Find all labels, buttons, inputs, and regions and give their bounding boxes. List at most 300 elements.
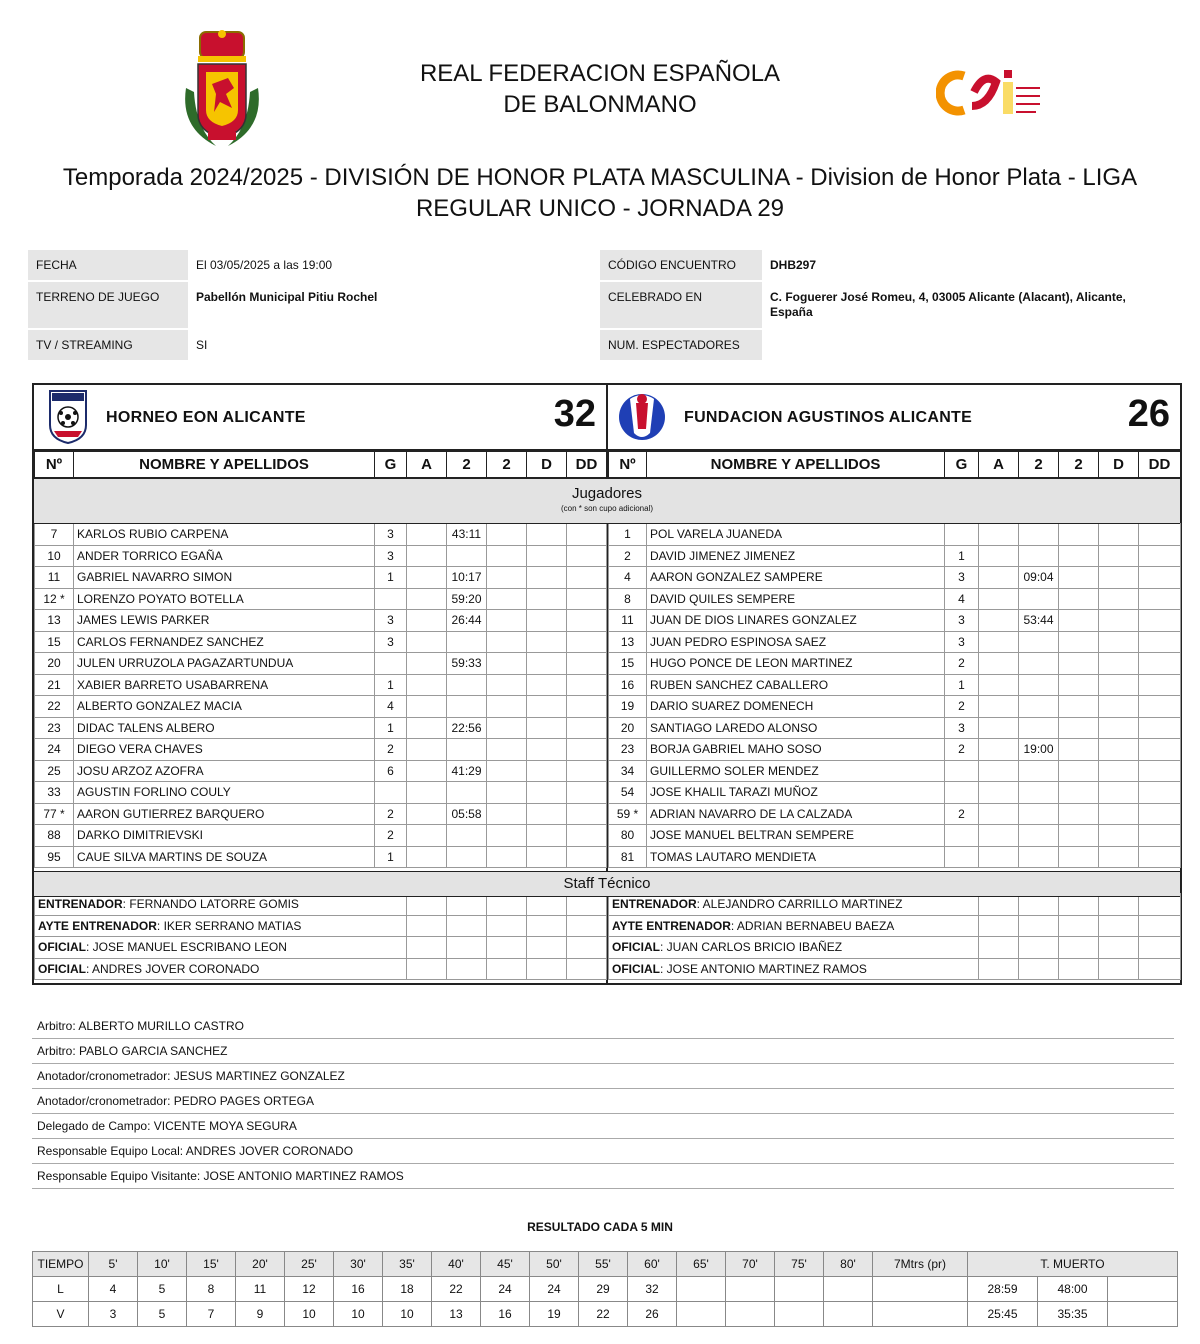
home-staff-row <box>35 958 607 980</box>
home-player-cell <box>447 696 487 718</box>
terreno-value: Pabellón Municipal Pitiu Rochel <box>196 290 378 304</box>
home-player-row <box>35 545 607 567</box>
home-player-cell: 3 <box>375 631 407 653</box>
home-player-cell <box>527 825 567 847</box>
away-player-cell: RUBEN SANCHEZ CABALLERO <box>647 674 945 696</box>
results-header-cell: 80' <box>824 1252 873 1277</box>
home-player-cell: 3 <box>375 545 407 567</box>
results-cell <box>824 1277 873 1302</box>
home-player-cell <box>487 825 527 847</box>
home-player-row <box>35 653 607 675</box>
home-player-row <box>35 588 607 610</box>
away-player-cell <box>1019 653 1059 675</box>
home-player-cell <box>447 825 487 847</box>
away-player-cell <box>1099 524 1139 546</box>
home-player-cell: XABIER BARRETO USABARRENA <box>74 674 375 696</box>
away-player-cell: DARIO SUAREZ DOMENECH <box>647 696 945 718</box>
away-player-cell: POL VARELA JUANEDA <box>647 524 945 546</box>
away-player-cell: 19 <box>609 696 647 718</box>
home-players-table <box>34 451 607 980</box>
away-player-cell: 81 <box>609 846 647 868</box>
home-player-row <box>35 760 607 782</box>
officials-list <box>32 1014 1174 1189</box>
away-player-cell <box>1059 803 1099 825</box>
official-line: Anotador/cronometrador: JESUS MARTINEZ GONZALEZ <box>32 1064 1174 1089</box>
home-player-cell: 25 <box>35 760 74 782</box>
home-player-row <box>35 696 607 718</box>
results-cell: 9 <box>236 1302 285 1327</box>
home-staff-name: : IKER SERRANO MATIAS <box>156 918 302 933</box>
results-cell <box>726 1302 775 1327</box>
away-player-cell <box>945 524 979 546</box>
home-player-cell: 12 * <box>35 588 74 610</box>
results-header-cell: 15' <box>187 1252 236 1277</box>
home-player-cell <box>527 545 567 567</box>
away-player-cell: 16 <box>609 674 647 696</box>
results-header-cell: 70' <box>726 1252 775 1277</box>
away-team-score: 26 <box>1127 393 1170 435</box>
away-player-cell <box>979 610 1019 632</box>
home-player-cell <box>407 545 447 567</box>
home-player-cell <box>527 846 567 868</box>
home-column-header: G <box>375 452 407 478</box>
home-staff-empty-cell <box>527 937 567 959</box>
home-player-cell <box>407 524 447 546</box>
away-player-cell: BORJA GABRIEL MAHO SOSO <box>647 739 945 761</box>
home-staff-cell <box>35 937 407 959</box>
players-band <box>34 478 1180 524</box>
csd-logo-icon <box>936 66 1046 120</box>
away-player-cell <box>979 760 1019 782</box>
document-header <box>0 0 1200 240</box>
results-cell: 10 <box>334 1302 383 1327</box>
home-player-row <box>35 803 607 825</box>
home-player-cell <box>487 567 527 589</box>
away-column-header: 2 <box>1059 452 1099 478</box>
home-staff-empty-cell <box>567 958 607 980</box>
players-band-note: (con * son cupo adicional) <box>560 504 654 513</box>
results-header-cell: 55' <box>579 1252 628 1277</box>
away-player-cell: 23 <box>609 739 647 761</box>
home-player-cell <box>407 588 447 610</box>
home-player-cell <box>407 825 447 847</box>
home-player-cell <box>567 717 607 739</box>
home-player-cell: 05:58 <box>447 803 487 825</box>
results-cell: 35:35 <box>1038 1302 1108 1327</box>
home-staff-cell <box>35 915 407 937</box>
home-player-cell: CAUE SILVA MARTINS DE SOUZA <box>74 846 375 868</box>
away-player-cell <box>1139 760 1181 782</box>
home-staff-empty-cell <box>447 937 487 959</box>
home-player-cell: 22:56 <box>447 717 487 739</box>
away-staff-cell <box>609 958 979 980</box>
home-player-cell: 33 <box>35 782 74 804</box>
home-staff-empty-cell <box>487 915 527 937</box>
away-staff-name: : ALEJANDRO CARRILLO MARTINEZ <box>696 897 903 912</box>
codigo-value: DHB297 <box>770 258 817 272</box>
home-player-cell <box>375 782 407 804</box>
away-player-cell <box>1099 653 1139 675</box>
home-staff-empty-cell <box>487 937 527 959</box>
season-title <box>40 162 1160 224</box>
away-player-cell: 15 <box>609 653 647 675</box>
home-staff-empty-cell <box>407 958 447 980</box>
home-player-row <box>35 782 607 804</box>
away-player-cell <box>1139 588 1181 610</box>
away-player-cell <box>1099 674 1139 696</box>
home-staff-name: : ANDRES JOVER CORONADO <box>86 961 260 976</box>
celebrado-label: CELEBRADO EN <box>600 282 762 328</box>
home-player-cell: JOSU ARZOZ AZOFRA <box>74 760 375 782</box>
home-player-cell <box>447 631 487 653</box>
home-player-cell <box>407 696 447 718</box>
away-player-cell: 2 <box>945 653 979 675</box>
away-player-cell <box>1059 760 1099 782</box>
away-staff-name: : JOSE ANTONIO MARTINEZ RAMOS <box>660 961 867 976</box>
results-cell: 5 <box>138 1277 187 1302</box>
home-player-cell <box>407 631 447 653</box>
home-player-cell <box>487 610 527 632</box>
season-title-line2: REGULAR UNICO - JORNADA 29 <box>415 195 785 222</box>
home-player-cell <box>527 696 567 718</box>
match-info-left <box>28 250 568 362</box>
away-player-cell: DAVID JIMENEZ JIMENEZ <box>647 545 945 567</box>
away-player-cell <box>1019 760 1059 782</box>
home-player-cell: 26:44 <box>447 610 487 632</box>
home-staff-empty-cell <box>487 958 527 980</box>
home-player-cell <box>567 846 607 868</box>
espectadores-label: NUM. ESPECTADORES <box>600 330 762 360</box>
home-staff-empty-cell <box>527 958 567 980</box>
results-header-cell: 10' <box>138 1252 187 1277</box>
home-player-cell <box>567 588 607 610</box>
away-player-cell <box>979 524 1019 546</box>
away-staff-cell <box>609 915 979 937</box>
away-player-cell <box>1099 803 1139 825</box>
away-player-cell <box>979 631 1019 653</box>
fecha-value: El 03/05/2025 a las 19:00 <box>196 258 333 272</box>
home-player-row <box>35 567 607 589</box>
home-player-cell <box>567 760 607 782</box>
results-header-cell: 30' <box>334 1252 383 1277</box>
away-player-cell <box>1099 545 1139 567</box>
away-player-row <box>609 717 1181 739</box>
home-player-cell: 1 <box>375 717 407 739</box>
home-staff-row <box>35 937 607 959</box>
home-player-cell <box>487 717 527 739</box>
away-player-row <box>609 739 1181 761</box>
home-player-cell <box>527 739 567 761</box>
away-player-cell <box>1099 696 1139 718</box>
home-column-header: A <box>407 452 447 478</box>
home-player-cell <box>407 610 447 632</box>
away-staff-empty-cell <box>1019 915 1059 937</box>
results-header-cell: 40' <box>432 1252 481 1277</box>
away-player-cell <box>1019 696 1059 718</box>
away-column-header: D <box>1099 452 1139 478</box>
away-player-cell <box>1059 610 1099 632</box>
away-player-cell: 54 <box>609 782 647 804</box>
home-player-cell: 2 <box>375 739 407 761</box>
federation-title <box>380 58 820 120</box>
home-player-cell <box>567 782 607 804</box>
away-player-cell <box>945 782 979 804</box>
away-column-header: NOMBRE Y APELLIDOS <box>647 452 945 478</box>
away-staff-name: : JUAN CARLOS BRICIO IBAÑEZ <box>660 940 843 955</box>
home-player-row <box>35 825 607 847</box>
results-header-cell: T. MUERTO <box>968 1252 1178 1277</box>
away-player-cell: 34 <box>609 760 647 782</box>
results-cell: 10 <box>285 1302 334 1327</box>
away-player-cell <box>1059 717 1099 739</box>
results-cell: 24 <box>481 1277 530 1302</box>
away-staff-empty-cell <box>1099 958 1139 980</box>
codigo-label: CÓDIGO ENCUENTRO <box>600 250 762 280</box>
away-player-cell <box>1099 825 1139 847</box>
home-player-cell <box>407 782 447 804</box>
home-staff-empty-cell <box>407 915 447 937</box>
away-staff-row <box>609 958 1181 980</box>
home-staff-name: : JOSE MANUEL ESCRIBANO LEON <box>86 940 287 955</box>
away-player-cell: 1 <box>609 524 647 546</box>
away-player-cell: AARON GONZALEZ SAMPERE <box>647 567 945 589</box>
away-player-cell: 2 <box>609 545 647 567</box>
home-player-cell: 4 <box>375 696 407 718</box>
codigo-row <box>600 250 1162 280</box>
away-player-cell <box>1099 610 1139 632</box>
away-player-cell <box>1059 524 1099 546</box>
results-cell: 7 <box>187 1302 236 1327</box>
home-player-cell: AGUSTIN FORLINO COULY <box>74 782 375 804</box>
home-player-cell: 3 <box>375 524 407 546</box>
away-player-row <box>609 760 1181 782</box>
home-player-cell <box>567 631 607 653</box>
home-player-cell: 22 <box>35 696 74 718</box>
home-player-cell <box>527 524 567 546</box>
away-player-cell <box>1019 524 1059 546</box>
home-player-cell <box>567 803 607 825</box>
away-player-cell <box>1059 674 1099 696</box>
results-cell: 48:00 <box>1038 1277 1108 1302</box>
home-player-cell: 43:11 <box>447 524 487 546</box>
home-player-cell: 24 <box>35 739 74 761</box>
home-player-cell: 59:33 <box>447 653 487 675</box>
away-player-cell: 4 <box>609 567 647 589</box>
home-player-cell <box>447 739 487 761</box>
away-player-cell: 53:44 <box>1019 610 1059 632</box>
away-staff-row <box>609 915 1181 937</box>
results-cell <box>775 1277 824 1302</box>
away-staff-row <box>609 937 1181 959</box>
away-player-cell: ADRIAN NAVARRO DE LA CALZADA <box>647 803 945 825</box>
home-column-header: 2 <box>447 452 487 478</box>
home-player-cell: 41:29 <box>447 760 487 782</box>
home-player-cell: 10 <box>35 545 74 567</box>
results-cell <box>775 1302 824 1327</box>
away-team-crest-icon <box>616 389 668 445</box>
home-player-cell <box>527 610 567 632</box>
home-player-cell <box>447 545 487 567</box>
home-staff-empty-cell <box>447 915 487 937</box>
home-player-cell <box>487 653 527 675</box>
away-player-cell <box>1139 825 1181 847</box>
home-player-cell: DIEGO VERA CHAVES <box>74 739 375 761</box>
home-player-cell <box>487 739 527 761</box>
results-cell: 16 <box>334 1277 383 1302</box>
tv-value: SI <box>196 338 208 352</box>
home-player-row <box>35 631 607 653</box>
home-player-row <box>35 717 607 739</box>
away-player-cell <box>1059 696 1099 718</box>
away-staff-empty-cell <box>1019 958 1059 980</box>
results-cell: 16 <box>481 1302 530 1327</box>
away-player-cell <box>1099 717 1139 739</box>
away-column-header: G <box>945 452 979 478</box>
home-player-cell <box>527 588 567 610</box>
away-staff-empty-cell <box>1099 937 1139 959</box>
away-staff-empty-cell <box>979 937 1019 959</box>
results-cell: 5 <box>138 1302 187 1327</box>
home-staff-row <box>35 915 607 937</box>
away-player-cell <box>1059 846 1099 868</box>
home-player-cell: ANDER TORRICO EGAÑA <box>74 545 375 567</box>
away-player-cell <box>979 674 1019 696</box>
home-player-cell: 59:20 <box>447 588 487 610</box>
home-player-cell <box>407 739 447 761</box>
away-player-cell: DAVID QUILES SEMPERE <box>647 588 945 610</box>
home-staff-cell <box>35 958 407 980</box>
away-player-row <box>609 545 1181 567</box>
away-player-cell <box>1139 782 1181 804</box>
home-team-crest-icon <box>48 389 88 445</box>
away-player-cell <box>1019 674 1059 696</box>
home-team-name: HORNEO EON ALICANTE <box>106 409 306 426</box>
away-player-cell <box>979 588 1019 610</box>
away-player-cell: 59 * <box>609 803 647 825</box>
results-cell: 32 <box>628 1277 677 1302</box>
home-player-cell <box>487 674 527 696</box>
home-player-cell <box>487 631 527 653</box>
away-staff-empty-cell <box>1019 937 1059 959</box>
away-column-header: Nº <box>609 452 647 478</box>
home-column-header: Nº <box>35 452 74 478</box>
away-player-cell <box>1019 545 1059 567</box>
away-player-cell <box>1019 803 1059 825</box>
home-player-cell: 88 <box>35 825 74 847</box>
celebrado-row <box>600 282 1162 328</box>
away-player-cell <box>1019 588 1059 610</box>
results-header-cell: 5' <box>89 1252 138 1277</box>
results-cell: 26 <box>628 1302 677 1327</box>
results-header-cell: 35' <box>383 1252 432 1277</box>
away-staff-empty-cell <box>1139 958 1181 980</box>
away-staff-empty-cell <box>979 958 1019 980</box>
home-staff-role: ENTRENADOR <box>38 897 123 912</box>
home-player-cell <box>487 782 527 804</box>
home-player-cell <box>407 846 447 868</box>
home-player-cell: 1 <box>375 846 407 868</box>
home-player-cell <box>487 803 527 825</box>
results-header-cell: 7Mtrs (pr) <box>873 1252 968 1277</box>
away-staff-empty-cell <box>1139 937 1181 959</box>
away-player-cell: GUILLERMO SOLER MENDEZ <box>647 760 945 782</box>
away-player-row <box>609 567 1181 589</box>
results-cell: 12 <box>285 1277 334 1302</box>
away-staff-role: OFICIAL <box>612 940 660 955</box>
away-player-cell <box>1059 545 1099 567</box>
away-column-header-row <box>609 452 1181 478</box>
results-cell <box>677 1277 726 1302</box>
terreno-row <box>28 282 568 328</box>
away-player-cell <box>1139 524 1181 546</box>
away-player-cell <box>1059 588 1099 610</box>
home-player-cell: 1 <box>375 674 407 696</box>
away-player-cell <box>1139 631 1181 653</box>
celebrado-value: C. Foguerer José Romeu, 4, 03005 Alicante (Alacant), Alicante, España <box>770 290 1126 319</box>
home-column-header-row <box>35 452 607 478</box>
away-team-name: FUNDACION AGUSTINOS ALICANTE <box>684 409 973 426</box>
home-player-cell: JULEN URRUZOLA PAGAZARTUNDUA <box>74 653 375 675</box>
official-line: Delegado de Campo: VICENTE MOYA SEGURA <box>32 1114 1174 1139</box>
home-staff-role: AYTE ENTRENADOR <box>38 918 157 933</box>
away-player-cell <box>1139 610 1181 632</box>
home-staff-empty-cell <box>527 915 567 937</box>
home-player-cell: 95 <box>35 846 74 868</box>
away-player-row <box>609 782 1181 804</box>
away-team-header <box>608 385 1180 451</box>
home-player-row <box>35 610 607 632</box>
away-player-cell: 1 <box>945 545 979 567</box>
away-player-cell <box>979 803 1019 825</box>
home-player-cell <box>407 717 447 739</box>
away-player-cell <box>979 782 1019 804</box>
results-header-cell: 65' <box>677 1252 726 1277</box>
away-player-cell: 13 <box>609 631 647 653</box>
home-player-cell <box>567 610 607 632</box>
home-team-header <box>34 385 606 451</box>
teams-sheet <box>32 383 1182 985</box>
espectadores-row <box>600 330 1162 360</box>
home-player-row <box>35 524 607 546</box>
home-player-cell <box>407 760 447 782</box>
home-staff-role: OFICIAL <box>38 940 86 955</box>
away-player-cell <box>1019 782 1059 804</box>
home-player-cell: LORENZO POYATO BOTELLA <box>74 588 375 610</box>
results-header-cell: 75' <box>775 1252 824 1277</box>
away-staff-empty-cell <box>1059 937 1099 959</box>
away-player-cell <box>945 760 979 782</box>
official-line: Arbitro: ALBERTO MURILLO CASTRO <box>32 1014 1174 1039</box>
away-player-row <box>609 803 1181 825</box>
tv-label: TV / STREAMING <box>28 330 188 360</box>
away-player-cell <box>1099 567 1139 589</box>
home-player-cell: 77 * <box>35 803 74 825</box>
away-player-cell: 1 <box>945 674 979 696</box>
home-player-cell: 23 <box>35 717 74 739</box>
away-player-cell <box>979 846 1019 868</box>
home-staff-role: OFICIAL <box>38 961 86 976</box>
away-staff-cell <box>609 937 979 959</box>
away-player-row <box>609 610 1181 632</box>
away-player-cell <box>979 739 1019 761</box>
terreno-label: TERRENO DE JUEGO <box>28 282 188 328</box>
results-cell: 29 <box>579 1277 628 1302</box>
results-cell: 13 <box>432 1302 481 1327</box>
away-player-cell <box>945 846 979 868</box>
home-player-row <box>35 846 607 868</box>
away-staff-role: ENTRENADOR <box>612 897 697 912</box>
home-player-cell: 15 <box>35 631 74 653</box>
